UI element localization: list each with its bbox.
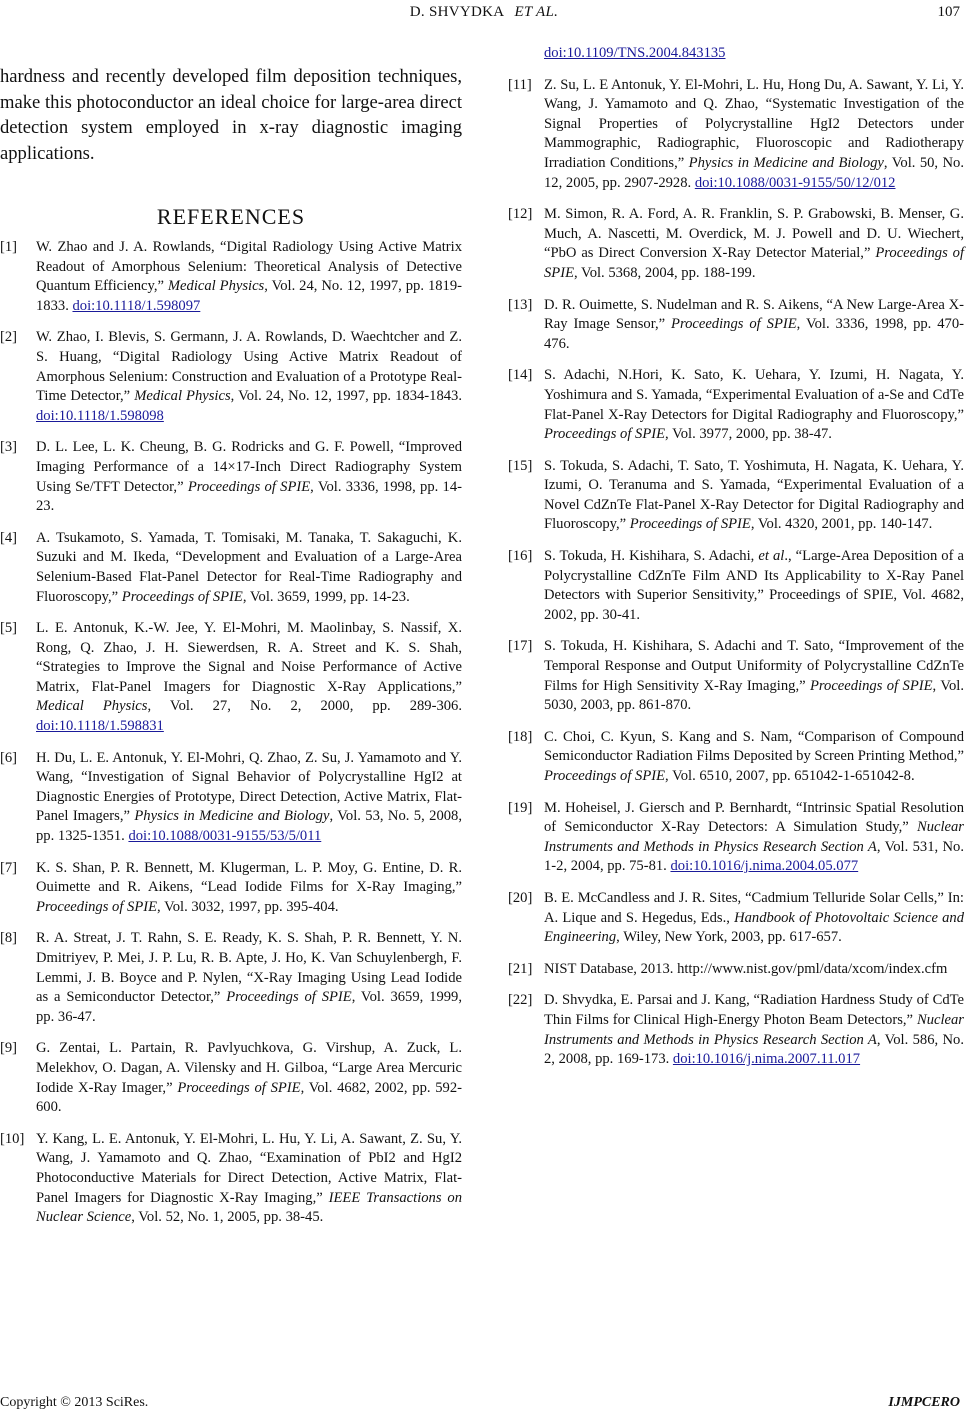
reference-entry	[0, 238, 462, 316]
reference-number: [10]	[0, 1130, 25, 1147]
reference-entry	[0, 619, 462, 737]
reference-number: [18]	[508, 728, 533, 745]
reference-text: A. Tsukamoto, S. Yamada, T. Tomisaki, M. Tanaka, T. Sakaguchi, K. Suzuki and M. Ikeda, “Development and Evaluation of a Large-Area Selenium-Based Flat-Panel Detector for Real-Time Radiography and Fluoroscopy,”	[36, 529, 462, 605]
reference-details: , Vol. 4682, 2002, pp. 592-600.	[36, 1079, 463, 1116]
reference-entry	[0, 1039, 462, 1117]
reference-entry	[508, 205, 964, 283]
reference-journal: Medical Physics	[134, 388, 231, 405]
reference-journal: Proceedings of SPIE	[809, 677, 933, 694]
doi-link[interactable]: doi:10.1016/j.nima.2004.05.077	[670, 858, 859, 875]
doi-link[interactable]: doi:10.1088/0031-9155/50/12/012	[694, 174, 896, 191]
reference-number: [3]	[0, 439, 18, 456]
reference-journal: Proceedings of SPIE	[36, 898, 158, 915]
reference-journal: Medical Physics	[36, 698, 148, 715]
page-header	[0, 0, 968, 24]
reference-text: L. E. Antonuk, K.-W. Jee, Y. El-Mohri, M. Maolinbay, S. Nassif, X. Rong, Q. Zhao, J. H. Siewerdsen, R. A. Street and K. S. Shah, “Strategies to Improve the Signal and Noise Performance of Active Matrix, Flat-Panel Imagers for Diagnostic X-Ray Applications,”	[36, 620, 462, 695]
reference-text: C. Choi, C. Kyun, S. Kang and S. Nam, “Comparison of Compound Semiconductor Radiation Films Deposited by Screen Printing Method,”	[544, 728, 964, 765]
reference-journal: Proceedings of SPIE	[671, 316, 797, 333]
reference-text: S. Tokuda, H. Kishihara, S. Adachi and T. Sato, “Improvement of the Temporal Response and Output Uniformity of Polycrystalline CdZnTe Films for High Sensitivity X-Ray Imaging,”	[544, 638, 964, 694]
doi-link[interactable]: doi:10.1118/1.598098	[36, 407, 164, 424]
reference-text: Z. Su, L. E Antonuk, Y. El-Mohri, L. Hu, Hong Du, A. Sawant, Y. Li, Y. Wang, J. Yamamoto and Q. Zhao, “Systematic Investigation of the Signal Properties of Polycrystalline HgI2 Detectors under Mammographic, Radiographic, Fluoroscopic and Radiotherapy Irradiation Conditions,”	[544, 76, 964, 171]
reference-details: , Vol. 3659, 1999, pp. 36-47.	[36, 989, 462, 1025]
reference-entry	[508, 76, 964, 194]
reference-details: ., “Large-Area Deposition of a Polycrystalline CdZnTe Film AND Its Applicability to X-Ray Panel Detectors with Superior Sensitivity,” Proceedings of SPIE, Vol. 4682, 2002, pp. 30-41.	[544, 548, 964, 623]
reference-details: , Vol. 27, No. 2, 2000, pp. 289-306.	[147, 698, 463, 715]
reference-details: , Vol. 5030, 2003, pp. 861-870.	[544, 677, 964, 714]
doi-link[interactable]: doi:10.1118/1.598831	[36, 718, 164, 735]
page-number: 107	[937, 4, 960, 20]
reference-entry	[0, 929, 462, 1027]
page-footer	[0, 1389, 968, 1411]
reference-details: , Wiley, New York, 2003, pp. 617-657.	[616, 929, 842, 946]
reference-journal: Proceedings of SPIE	[226, 989, 352, 1006]
reference-number: [13]	[508, 296, 533, 313]
reference-journal: Medical Physics	[167, 278, 265, 295]
reference-text: M. Hoheisel, J. Giersch and P. Bernhardt, “Intrinsic Spatial Resolution of Semiconductor X-Ray Detectors: A Simulation Study,”	[544, 799, 964, 836]
reference-details: , Vol. 4320, 2001, pp. 140-147.	[750, 516, 933, 533]
reference-text: B. E. McCandless and J. R. Sites, “Cadmium Telluride Solar Cells,” In: A. Lique and S. Hegedus, Eds.,	[544, 889, 964, 926]
reference-details: , Vol. 24, No. 12, 1997, pp. 1834-1843.	[230, 388, 462, 405]
reference-entry	[0, 438, 462, 516]
reference-number: [1]	[0, 239, 18, 255]
reference-details: , Vol. 3336, 1998, pp. 14-23.	[36, 478, 463, 515]
reference-entry	[508, 799, 964, 877]
reference-number: [16]	[508, 548, 533, 565]
references-heading: REFERENCES	[156, 204, 306, 229]
reference-details: , Vol. 3977, 2000, pp. 38-47.	[665, 426, 832, 443]
reference-number: [7]	[0, 859, 18, 876]
reference-journal: Proceedings of SPIE	[544, 245, 964, 281]
reference-text: S. Adachi, N.Hori, K. Sato, K. Uehara, Y. Izumi, H. Nagata, Y. Yoshimura and S. Yamada, “Experimental Evaluation of a-Se and CdTe Flat-Panel X-Ray Detectors for Digital Radiography and Fluoroscopy,”	[544, 367, 964, 423]
reference-number: [12]	[508, 206, 533, 223]
reference-journal: Proceedings of SPIE	[629, 516, 751, 533]
reference-journal: Nuclear Instruments and Methods in Physics Research Section A	[544, 819, 964, 855]
reference-entry	[508, 296, 964, 355]
reference-number: [5]	[0, 620, 18, 637]
reference-details: , Vol. 52, No. 1, 2005, pp. 38-45.	[131, 1209, 324, 1226]
reference-journal: et al	[758, 548, 785, 565]
reference-journal: IEEE Transactions on Nuclear Science	[36, 1189, 462, 1226]
reference-journal: Physics in Medicine and Biology	[688, 154, 884, 171]
reference-entry	[508, 457, 964, 535]
running-head-etal: ET AL.	[514, 4, 559, 20]
reference-entry	[0, 859, 462, 918]
reference-details: , Vol. 5368, 2004, pp. 188-199.	[574, 264, 756, 281]
reference-number: [6]	[0, 749, 18, 766]
reference-number: [22]	[508, 992, 533, 1009]
reference-entry	[508, 960, 964, 980]
reference-list-left	[0, 238, 462, 1228]
reference-journal: Proceedings of SPIE	[187, 478, 311, 495]
reference-number: [8]	[0, 930, 18, 947]
reference-text: S. Tokuda, H. Kishihara, S. Adachi,	[544, 548, 759, 565]
reference-journal: Physics in Medicine and Biology	[134, 808, 330, 825]
reference-details: , Vol. 531, No. 1-2, 2004, pp. 75-81.	[544, 838, 964, 875]
reference-number: [9]	[0, 1040, 18, 1057]
reference-text: D. R. Ouimette, S. Nudelman and R. S. Aikens, “A New Large-Area X-Ray Image Sensor,”	[544, 296, 964, 333]
reference-text: R. A. Streat, J. T. Rahn, S. E. Ready, K. S. Shah, P. R. Bennett, Y. N. Dmitriyev, P. Mei, J. P. Lu, R. B. Apte, J. Ho, K. Van Schuylenbergh, F. Lemmi, J. B. Boyce and P. Nylen, “X-Ray Imaging Using Lead Iodide as a Semiconductor Detector,”	[36, 930, 462, 1006]
running-head	[0, 4, 968, 21]
reference-details: , Vol. 3032, 1997, pp. 395-404.	[157, 898, 339, 915]
continued-doi-line	[508, 44, 964, 64]
reference-text: W. Zhao, I. Blevis, S. Germann, J. A. Rowlands, D. Waechtcher and Z. S. Huang, “Digital Radiology Using Active Matrix Readout of Amorphous Selenium: Construction and Evaluation of a Prototype Real-Time Detector,”	[36, 329, 462, 405]
reference-number: [2]	[0, 329, 18, 346]
reference-text: K. S. Shan, P. R. Bennett, M. Klugerman, L. P. Moy, G. Entine, D. R. Ouimette and R. Aikens, “Lead Iodide Films for X-Ray Imaging,”	[36, 859, 462, 896]
reference-list-right	[508, 76, 964, 1070]
reference-journal: Nuclear Instruments and Methods in Physics Research Section A	[544, 1011, 964, 1048]
reference-details: , Vol. 6510, 2007, pp. 651042-1-651042-8.	[665, 768, 915, 784]
right-column	[508, 44, 964, 1082]
reference-entry	[508, 637, 964, 715]
reference-number: [21]	[508, 960, 533, 977]
reference-journal: Handbook of Photovoltaic Science and Engineering	[544, 909, 965, 946]
doi-link[interactable]: doi:10.1016/j.nima.2007.11.017	[672, 1051, 861, 1068]
reference-journal: Proceedings of SPIE	[177, 1079, 301, 1096]
reference-details: , Vol. 586, No. 2, 2008, pp. 169-173.	[544, 1031, 964, 1068]
reference-number: [11]	[508, 76, 532, 93]
reference-journal: Proceedings of SPIE	[121, 588, 243, 605]
reference-text: NIST Database, 2013. http://www.nist.gov/pml/data/xcom/index.cfm	[544, 960, 948, 977]
reference-entry	[508, 991, 964, 1069]
reference-details: , Vol. 24, No. 12, 1997, pp. 1819-1833.	[36, 278, 462, 314]
reference-entry	[508, 728, 964, 787]
copyright-notice: Copyright © 2013 SciRes.	[0, 1395, 149, 1410]
doi-link[interactable]: doi:10.1118/1.598097	[72, 297, 201, 314]
reference-details: , Vol. 3336, 1998, pp. 470-476.	[544, 316, 964, 352]
reference-text: M. Simon, R. A. Ford, A. R. Franklin, S. P. Grabowski, B. Menser, G. Much, A. Nascetti, M. Overdick, M. J. Powell and D. U. Wiechert, “PbO as Direct Conversion X-Ray Detector Material,”	[544, 206, 964, 262]
reference-number: [20]	[508, 889, 533, 906]
reference-number: [19]	[508, 799, 533, 816]
reference-number: [17]	[508, 638, 533, 655]
reference-entry	[0, 1130, 462, 1228]
left-column	[0, 46, 462, 1240]
reference-number: [4]	[0, 529, 18, 546]
doi-link[interactable]: doi:10.1088/0031-9155/53/5/011	[128, 828, 322, 845]
reference-entry	[0, 749, 462, 847]
reference-details: , Vol. 50, No. 12, 2005, pp. 2907-2928.	[544, 154, 965, 191]
reference-details: , Vol. 3659, 1999, pp. 14-23.	[242, 588, 410, 605]
reference-entry	[0, 529, 462, 607]
reference-text: H. Du, L. E. Antonuk, Y. El-Mohri, Q. Zhao, Z. Su, J. Yamamoto and Y. Wang, “Investigation of Signal Behavior of Polycrystalline HgI2 at Diagnostic Energies of Prototype, Direct Detection, Active Matrix, Flat-Panel Imagers,”	[36, 749, 462, 825]
reference-text: W. Zhao and J. A. Rowlands, “Digital Radiology Using Active Matrix Readout of Amorphous Selenium: Theoretical Analysis of Detective Quantum Efficiency,”	[36, 239, 462, 295]
reference-entry	[0, 328, 462, 426]
reference-text: D. L. Lee, L. K. Cheung, B. G. Rodricks and G. F. Powell, “Improved Imaging Performance of a 14×17-Inch Direct Radiography System Using Se/TFT Detector,”	[36, 439, 462, 495]
reference-entry	[508, 547, 964, 625]
reference-details: , Vol. 53, No. 5, 2008, pp. 1325-1351.	[36, 808, 462, 845]
intro-paragraph: hardness and recently developed film deposition techniques, make this photoconductor an ideal choice for large-area direct detection system employed in x-ray diagnostic imaging applications.	[0, 66, 462, 164]
doi-link[interactable]: doi:10.1109/TNS.2004.843135	[544, 45, 726, 61]
reference-text: Y. Kang, L. E. Antonuk, Y. El-Mohri, L. Hu, Y. Li, A. Sawant, Z. Su, Y. Wang, J. Yamamoto and Q. Zhao, “Examination of PbI2 and HgI2 Photoconductive Materials for Direct Detection, Active Matrix, Flat-Panel Imagers for Diagnostic X-Ray Imaging,”	[36, 1130, 462, 1206]
reference-number: [15]	[508, 457, 533, 474]
reference-entry	[508, 366, 964, 444]
journal-abbreviation: IJMPCERO	[888, 1395, 960, 1410]
reference-journal: Proceedings of SPIE	[544, 426, 666, 443]
reference-text: D. Shvydka, E. Parsai and J. Kang, “Radiation Hardness Study of CdTe Thin Films for Clinical High-Energy Photon Beam Detectors,”	[544, 992, 964, 1028]
running-head-authors: D. SHVYDKA	[409, 4, 505, 20]
reference-text: S. Tokuda, S. Adachi, T. Sato, T. Yoshimuta, H. Nagata, K. Uehara, Y. Izumi, O. Teranuma and S. Yamada, “Experimental Evaluation of a Novel CdZnTe Flat-Panel X-Ray Detector for Digital Radiography and Fluoroscopy,”	[544, 457, 964, 533]
reference-journal: Proceedings of SPIE	[544, 768, 666, 784]
reference-text: G. Zentai, L. Partain, R. Pavlyuchkova, G. Virshup, A. Zuck, L. Melekhov, O. Dagan, A. Vilensky and H. Gilboa, “Large Area Mercuric Iodide X-Ray Imager,”	[36, 1040, 462, 1096]
reference-entry	[508, 889, 964, 948]
reference-number: [14]	[508, 367, 533, 384]
